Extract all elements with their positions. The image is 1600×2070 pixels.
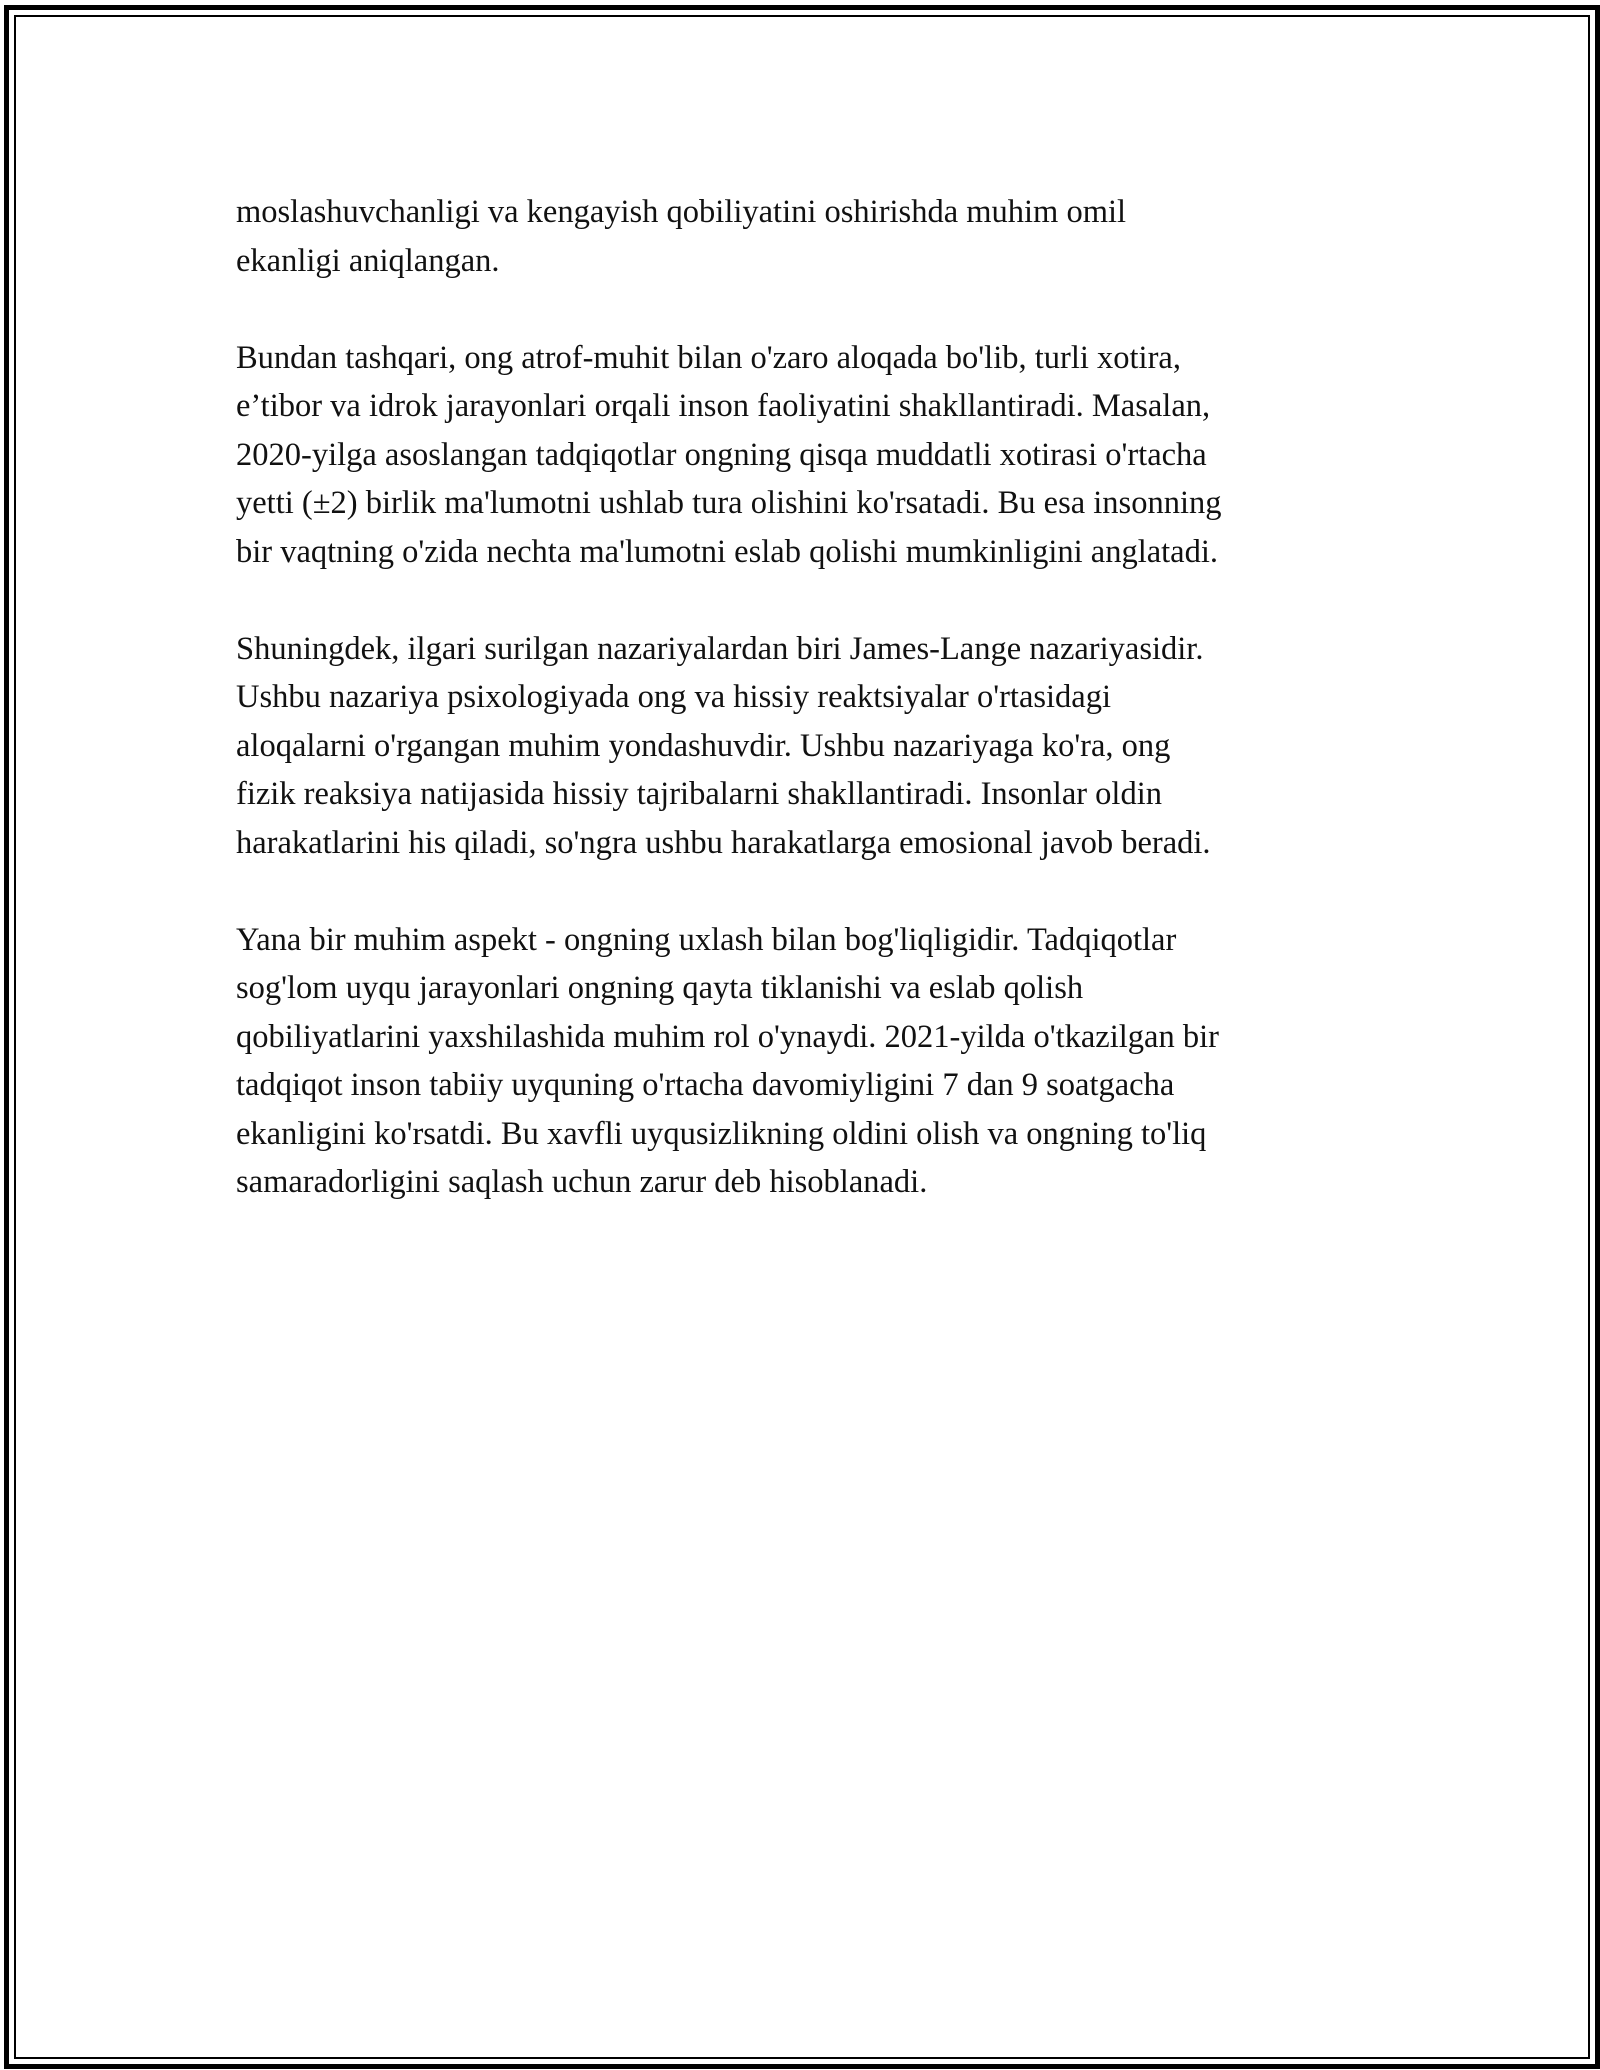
paragraph-3: Shuningdek, ilgari surilgan nazariyalardan biri James-Lange nazariyasidir. Ushbu nazariya psixologiyada ong va hissiy reaktsiyalar o'rtasidagi aloqalarni o'rgangan muhim yondashuvdir. Ushbu nazariyaga ko'ra, ong fizik reaksiya natijasida hissiy tajribalarni shakllantiradi. Insonlar oldin harakatlarini his qiladi, so'ngra ushbu harakatlarga emosional javob beradi. [236,630,1211,861]
paragraph-2: Bundan tashqari, ong atrof-muhit bilan o'zaro aloqada bo'lib, turli xotira, e’tibor va idrok jarayonlari orqali inson faoliyatini shakllantiradi. Masalan, 2020-yilga asoslangan tadqiqotlar ongning qisqa muddatli xotirasi o'rtacha yetti (±2) birlik ma'lumotni ushlab tura olishini ko'rsatadi. Bu esa insonning bir vaqtning o'zida nechta ma'lumotni eslab qolishi mumkinligini anglatadi. [236,339,1222,570]
paragraph-4: Yana bir muhim aspekt - ongning uxlash bilan bog'liqligidir. Tadqiqotlar sog'lom uyqu jarayonlari ongning qayta tiklanishi va eslab qolish qobiliyatlarini yaxshilashida muhim rol o'ynaydi. 2021-yilda o'tkazilgan bir tadqiqot inson tabiiy uyquning o'rtacha davomiyligini 7 dan 9 soatgacha ekanligini ko'rsatdi. Bu xavfli uyqusizlikning oldini olish va ongning to'liq samaradorligini saqlash uchun zarur deb hisoblanadi. [236,921,1219,1200]
document-body [236,188,1356,1255]
paragraph-1: moslashuvchanligi va kengayish qobiliyatini oshirishda muhim omil ekanligi aniqlangan. [236,194,1127,279]
